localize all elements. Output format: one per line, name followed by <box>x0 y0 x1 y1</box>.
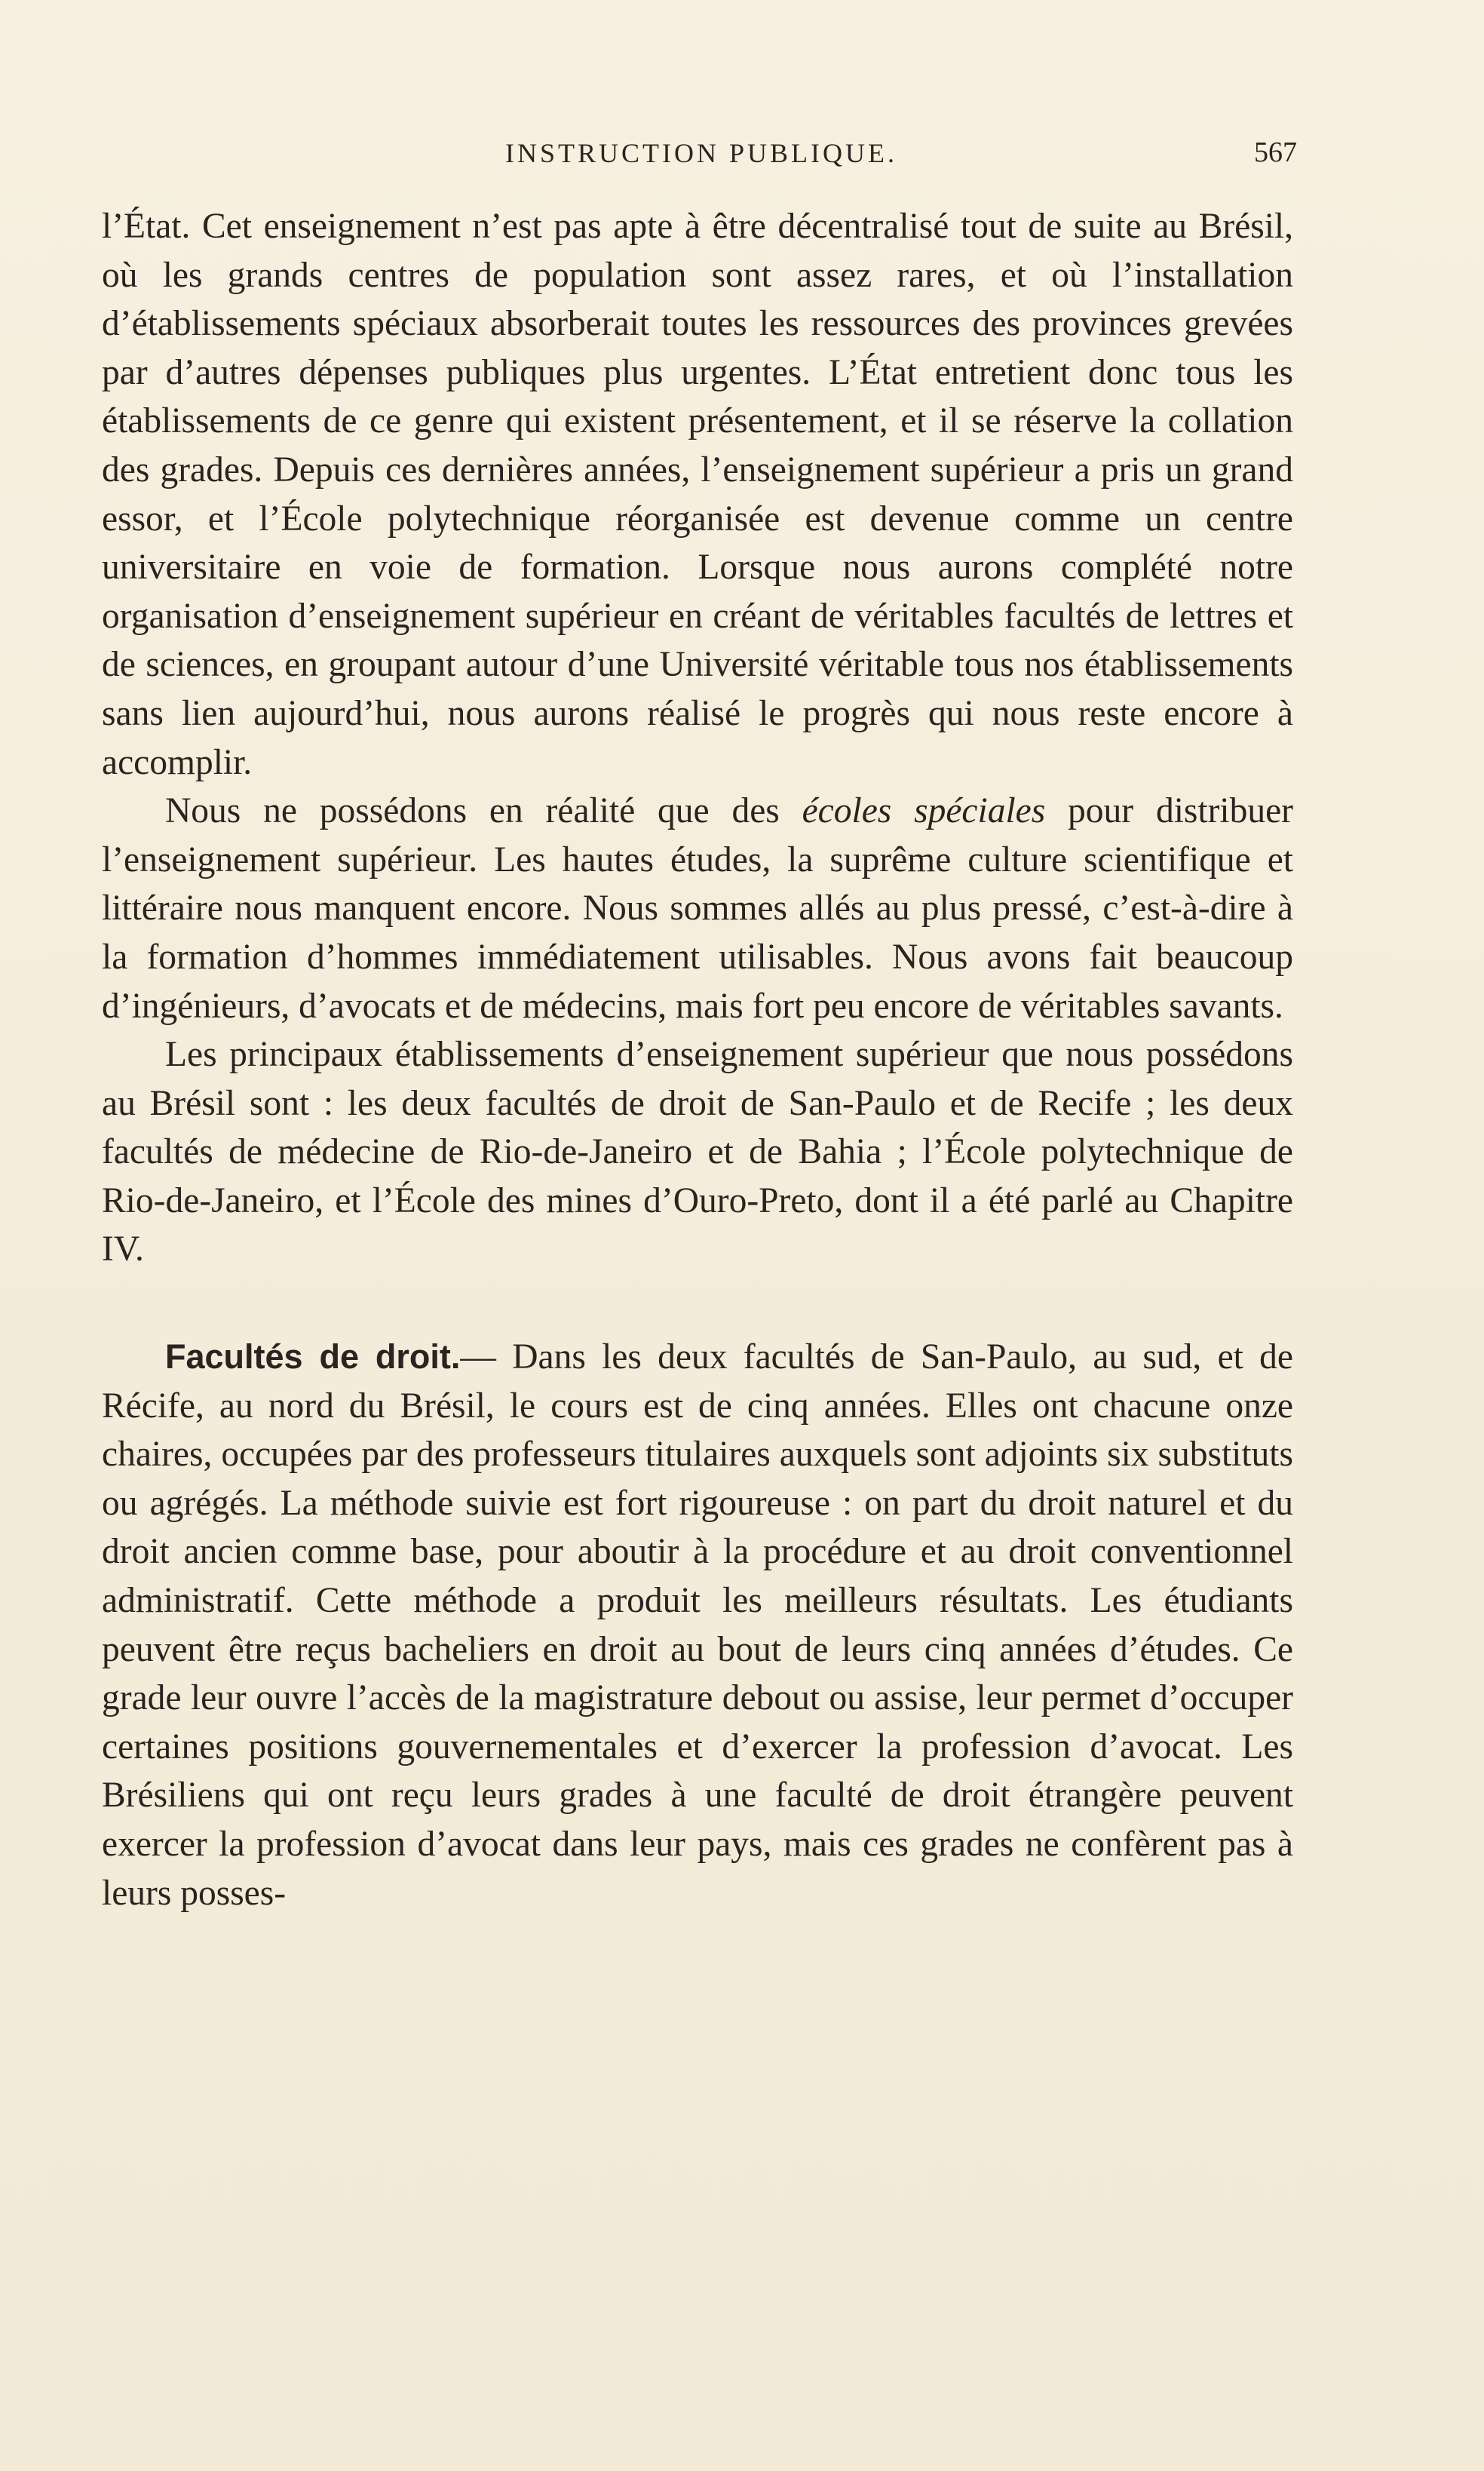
paragraph-4-text: — Dans les deux facultés de San-Paulo, au sud, et de Récife, au nord du Brésil, le cours est de cinq années. Elles ont chacune onze chaires, occupées par des professeurs titulaires auxquels sont adjoints six substituts ou agrégés. La méthode suivie est fort rigoureuse : on part du droit naturel et du droit ancien comme base, pour aboutir à la procédure et au droit conventionnel administratif. Cette méthode a produit les meilleurs résultats. Les étudiants peuvent être reçus bacheliers en droit au bout de leurs cinq années d’études. Ce grade leur ouvre l’accès de la magistrature debout ou assise, leur permet d’occuper certaines positions gouvernementales et d’exercer la profession d’avocat. Les Brésiliens qui ont reçu leurs grades à une faculté de droit étrangère peuvent exercer la profession d’avocat dans leur pays, mais ces grades ne confèrent pas à leurs posses- <box>102 1337 1293 1913</box>
paragraph-4 <box>102 1333 1293 1917</box>
paragraph-3: Les principaux établissements d’enseignement supérieur que nous possédons au Brésil sont : les deux facultés de droit de San-Paulo et de Recife ; les deux facultés de médecine de Rio-de-Janeiro et de Bahia ; l’École polytechnique de Rio-de-Janeiro, et l’École des mines d’Ouro-Preto, dont il a été parlé au Chapitre IV. <box>102 1035 1293 1269</box>
paragraph-2-emphasis: écoles spéciales <box>802 791 1046 831</box>
section-heading: Facultés de droit. <box>165 1337 461 1377</box>
page-header <box>106 133 1297 178</box>
paragraph-1: l’État. Cet enseignement n’est pas apte à être décentralisé tout de suite au Brésil, où les grands centres de population sont assez rares, et où l’installation d’établissements spéciaux absorberait toutes les ressources des provinces grevées par d’autres dépenses publiques plus urgentes. L’État entretient donc tous les établissements de ce genre qui existent présentement, et il se réserve la collation des grades. Depuis ces dernières années, l’enseignement supérieur a pris un grand essor, et l’École polytechnique réorganisée est devenue comme un centre universitaire en voie de formation. Lorsque nous aurons complété notre organisation d’enseignement supérieur en créant de véritables facultés de lettres et de sciences, en groupant autour d’une Université véritable tous nos établissements sans lien aujourd’hui, nous aurons réalisé le progrès qui nous reste encore à accomplir. <box>102 207 1293 782</box>
paragraph-2-end: pour distribuer l’enseignement supérieur. Les hautes études, la suprême culture scientifique et littéraire nous manquent encore. Nous sommes allés au plus pressé, c’est-à-dire à la formation d’hommes immédiatement utilisables. Nous avons fait beaucoup d’ingénieurs, d’avocats et de médecins, mais fort peu encore de véritables savants. <box>102 791 1293 1026</box>
page-number: 567 <box>1254 137 1297 168</box>
body-text <box>102 202 1293 1917</box>
running-title: INSTRUCTION PUBLIQUE. <box>505 138 897 168</box>
paragraph-2-start: Nous ne possédons en réalité que des <box>165 791 802 831</box>
paragraph-2 <box>102 787 1293 1030</box>
